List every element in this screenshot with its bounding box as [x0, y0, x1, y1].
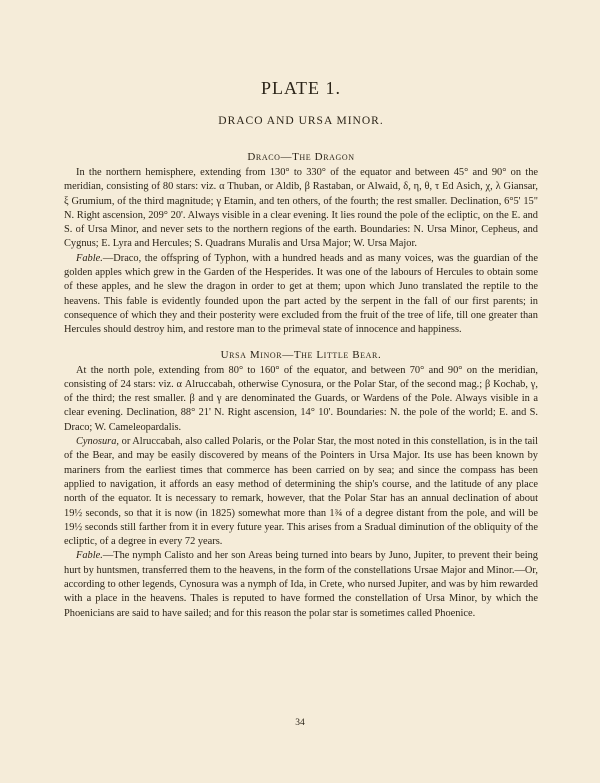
- paragraph-draco-fable: [64, 252, 538, 338]
- paragraph-text: or Alruccabah, also called Polaris, or the Polar Star, the most noted in this constellation, is in the tail of the Bear, and may be easily discovered by means of the Pointers in Ursa Major. Its use has been known by mariners from the earliest times that commerce has been carried on by sea; and since the compass has been applied to navigation, it affords an easy method of determining the ship's course, and the latitude of any place north of the equator. It is necessary to remark, however, that the Polar Star has an annual declination of about 19½ seconds, so that it is now (in 1825) somewhat more than 1¾ of a degree distant from the pole, and will be 19½ seconds still farther from it in every future year. This arises from a Sradual diminution of the obliquity of the ecliptic, of a degree in every 72 years.: [64, 436, 538, 548]
- paragraph-ursa-minor-fable: [64, 549, 538, 620]
- paragraph-lead: Cynosura,: [76, 436, 120, 448]
- plate-subtitle: DRACO AND URSA MINOR.: [218, 115, 384, 127]
- paragraph-text: In the northern hemisphere, extending from 130° to 330° of the equator and between 45° and 90° on the meridian, consisting of 80 stars: viz. α Thuban, or Aldib, β Rastaban, or Alwaid, δ, η, θ, τ Ed Asich, χ, λ Giansar, ξ Grumium, of the third magnitude; γ Etamin, and ten others, of the fourth; the rest smaller. Declination, 6°5' 15" N. Right ascension, 209° 20'. Always visible in a clear evening. It lies round the pole of the ecliptic, on the E. and S. of Ursa Minor, and never sets to the northern regions of the earth. Boundaries: N. Ursa Minor, Cepheus, and Cygnus; E. Lyra and Hercules; S. Quadrans Muralis and Ursa Major; W. Ursa Major.: [64, 167, 538, 250]
- plate-title: PLATE 1.: [261, 78, 341, 98]
- paragraph-lead: Fable.: [76, 550, 103, 562]
- paragraph-text: —Draco, the offspring of Typhon, with a hundred heads and as many voices, was the guardian of the golden apples which grew in the Garden of the Hesperides. It was one of the labours of Hercules to obtain some of these apples, and he slew the dragon in order to get at them; upon which Juno translated the reptile to the heavens. This fable is evidently founded upon the part acted by the serpent in the fall of our first parents; in consequence of which they and their posterity were excluded from the fruit of the tree of life, till one greater than Hercules should destroy him, and restore man to the primeval state of innocence and happiness.: [64, 252, 538, 336]
- section-heading-ursa-minor: Ursa Minor—The Little Bear.: [220, 348, 382, 361]
- paragraph-ursa-minor-description: [64, 364, 538, 435]
- section-heading-draco: Draco—The Dragon: [247, 151, 355, 163]
- paragraph-text: At the north pole, extending from 80° to 160° of the equator, and between 70° and 90° on the meridian, consisting of 24 stars: viz. α Alruccabah, otherwise Cynosura, or the Polar Star, of the second mag.; β Kochab, γ, of the third; the rest smaller. β and γ are denominated the Guards, or Wardens of the Pole. Always visible in a clear evening. Declination, 88° 21' N. Right ascension, 14° 10'. Boundaries: N. the pole of the world; E. and S. Draco; W. Cameleopardalis.: [64, 364, 538, 433]
- paragraph-text: —The nymph Calisto and her son Areas being turned into bears by Juno, Jupiter, to prevent their being hurt by huntsmen, transferred them to the heavens, in the form of the constellations Ursae Major and Minor.—Or, according to other legends, Cynosura was a nymph of Ida, in Crete, who nursed Jupiter, and was by him rewarded with a place in the heavens. Thales is reputed to have formed the constellation of Ursa Minor, by which the Phoenicians are said to have sailed; and for this reason the polar star is sometimes called Phoenice.: [64, 550, 538, 619]
- paragraph-cynosura: [64, 435, 538, 549]
- page-number: 34: [295, 718, 305, 728]
- paragraph-lead: Fable.: [76, 252, 103, 264]
- paragraph-draco-description: [64, 166, 538, 252]
